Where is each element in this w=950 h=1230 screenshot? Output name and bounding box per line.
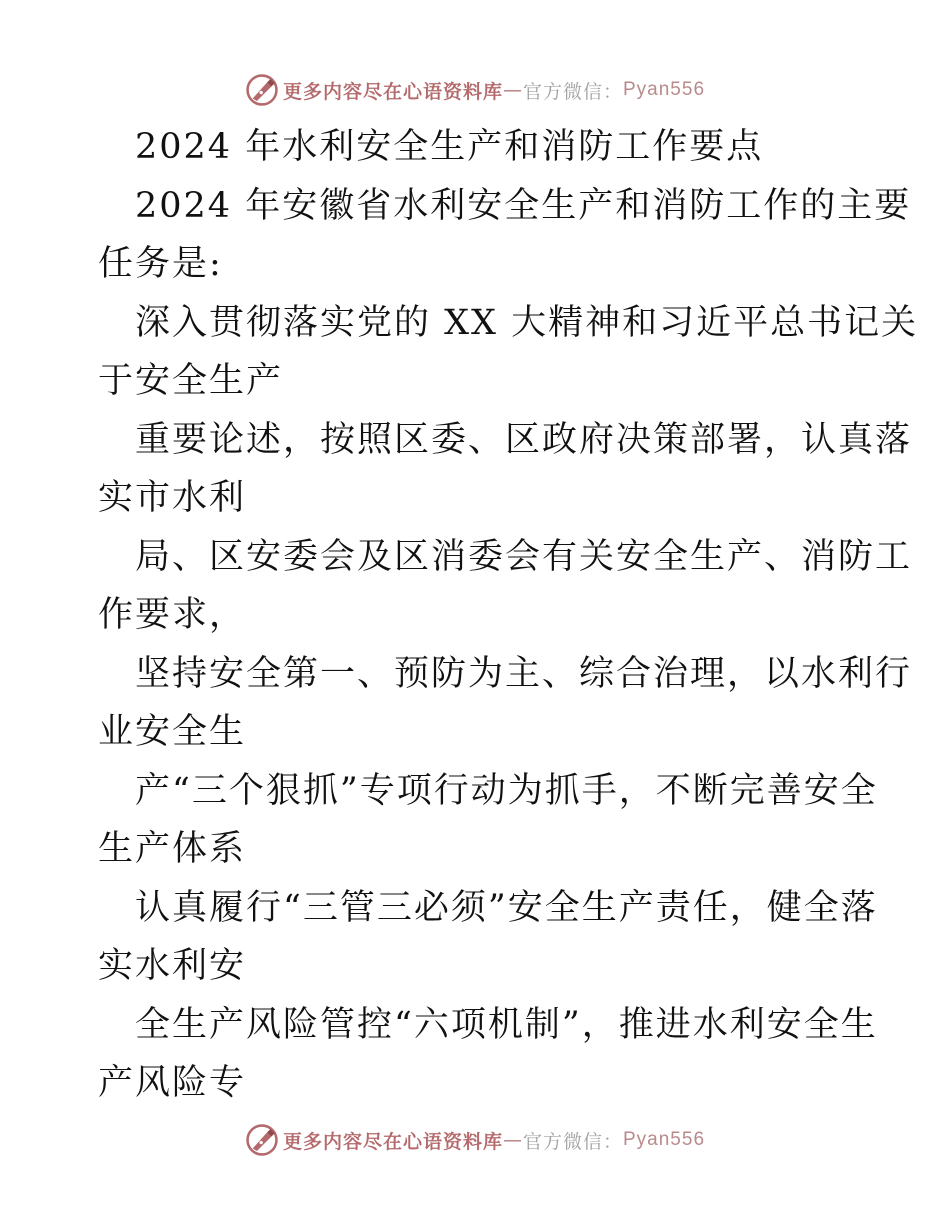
header-watermark (0, 70, 950, 110)
watermark-wechat-id: Pyan556 (623, 1129, 706, 1150)
watermark-site-name: 更多内容尽在心语资料库 (282, 80, 503, 103)
paragraph-line: 重要论述，按照区委、区政府决策部署，认真落 (135, 419, 913, 460)
pen-nib-logo-icon (245, 1123, 279, 1157)
paragraph-line: 实市水利 (98, 478, 247, 518)
paragraph-line: 坚持安全第一、预防为主、综合治理，以水利行 (135, 653, 913, 694)
paragraph-line: 2024 年安徽省水利安全生产和消防工作的主要 (135, 185, 912, 226)
watermark-separator: — (502, 1129, 523, 1151)
paragraph-line: 全生产风险管控“六项机制”，推进水利安全生 (135, 1004, 878, 1045)
document-body (98, 118, 919, 1113)
paragraph-line: 业安全生 (98, 712, 247, 752)
paragraph-line: 实水利安 (98, 946, 247, 986)
paragraph-line: 深入贯彻落实党的 XX 大精神和习近平总书记关 (135, 302, 919, 343)
paragraph-line: 作要求， (98, 595, 247, 635)
paragraph-line: 产风险专 (98, 1063, 247, 1103)
watermark-wechat-id: Pyan556 (623, 79, 706, 100)
paragraph-line: 任务是: (98, 244, 223, 284)
paragraph-line: 产“三个狠抓”专项行动为抓手，不断完善安全 (135, 770, 878, 811)
paragraph-line: 局、区安委会及区消委会有关安全生产、消防工 (135, 536, 913, 577)
footer-watermark (0, 1120, 950, 1160)
watermark-separator: — (502, 79, 523, 101)
document-title: 2024 年水利安全生产和消防工作要点 (135, 127, 764, 167)
paragraph-line: 生产体系 (98, 829, 247, 869)
paragraph-line: 认真履行“三管三必须”安全生产责任，健全落 (135, 887, 878, 928)
pen-nib-logo-icon (245, 73, 279, 107)
watermark-site-name: 更多内容尽在心语资料库 (282, 1130, 503, 1153)
paragraph-line: 于安全生产 (98, 361, 284, 401)
watermark-wechat-label: 官方微信： (522, 80, 623, 103)
watermark-wechat-label: 官方微信： (522, 1130, 623, 1153)
